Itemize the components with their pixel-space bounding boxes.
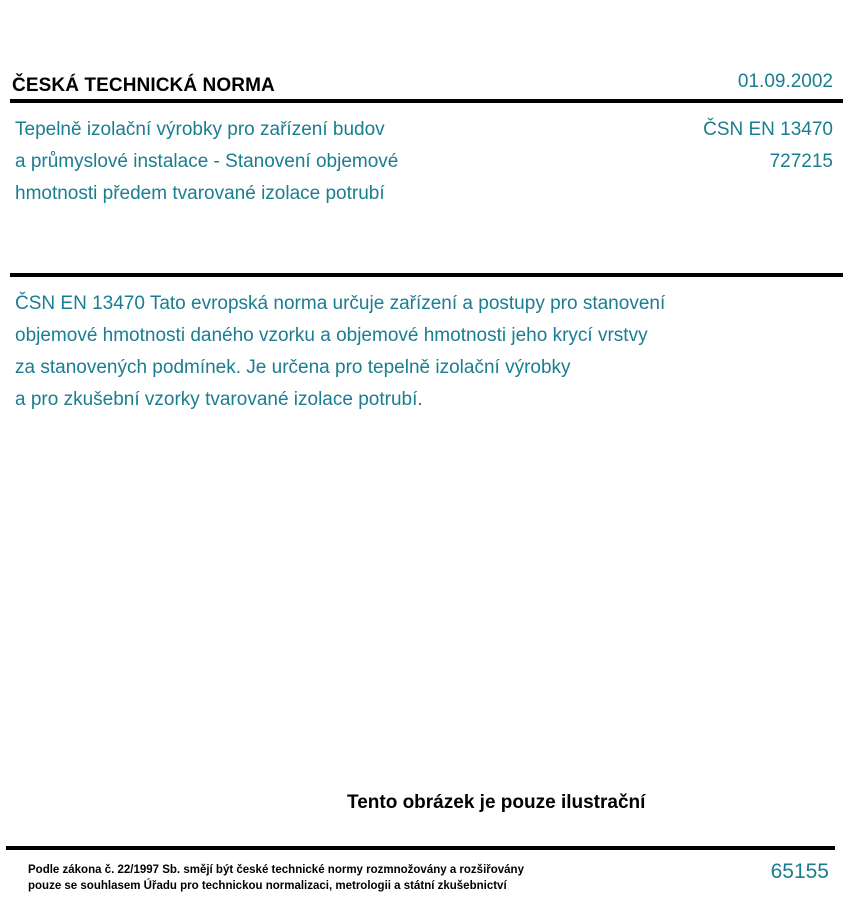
- header-divider: [10, 99, 843, 103]
- illustration-notice: Tento obrázek je pouze ilustrační: [347, 792, 646, 813]
- document-title-line: Tepelně izolační výrobky pro zařízení budov: [15, 119, 385, 140]
- legal-line: Podle zákona č. 22/1997 Sb. smějí být české technické normy rozmnožovány a rozšiřovány: [28, 864, 524, 876]
- document-title-line: hmotnosti předem tvarované izolace potrubí: [15, 183, 385, 204]
- abstract-line: a pro zkušební vzorky tvarované izolace potrubí.: [15, 389, 423, 410]
- footer-divider: [6, 846, 835, 850]
- document-title-line: a průmyslové instalace - Stanovení objemové: [15, 151, 399, 172]
- legal-notice: [28, 862, 524, 894]
- standard-code: ČSN EN 13470: [703, 119, 833, 140]
- publication-date: 01.09.2002: [737, 71, 833, 92]
- abstract-line: objemové hmotnosti daného vzorku a objemové hmotnosti jeho krycí vrstvy: [15, 325, 648, 346]
- footer-number: 65155: [770, 860, 829, 883]
- classification-number: 727215: [769, 151, 833, 172]
- document-codes: [703, 114, 833, 178]
- header-title: ČESKÁ TECHNICKÁ NORMA: [12, 75, 275, 96]
- document-title: [15, 114, 495, 210]
- abstract-line: za stanovených podmínek. Je určena pro tepelně izolační výrobky: [15, 357, 571, 378]
- section-divider: [10, 273, 843, 277]
- abstract: [15, 288, 815, 416]
- legal-line: pouze se souhlasem Úřadu pro technickou normalizaci, metrologii a státní zkušebnictví: [28, 880, 507, 892]
- abstract-line: ČSN EN 13470 Tato evropská norma určuje zařízení a postupy pro stanovení: [15, 293, 666, 314]
